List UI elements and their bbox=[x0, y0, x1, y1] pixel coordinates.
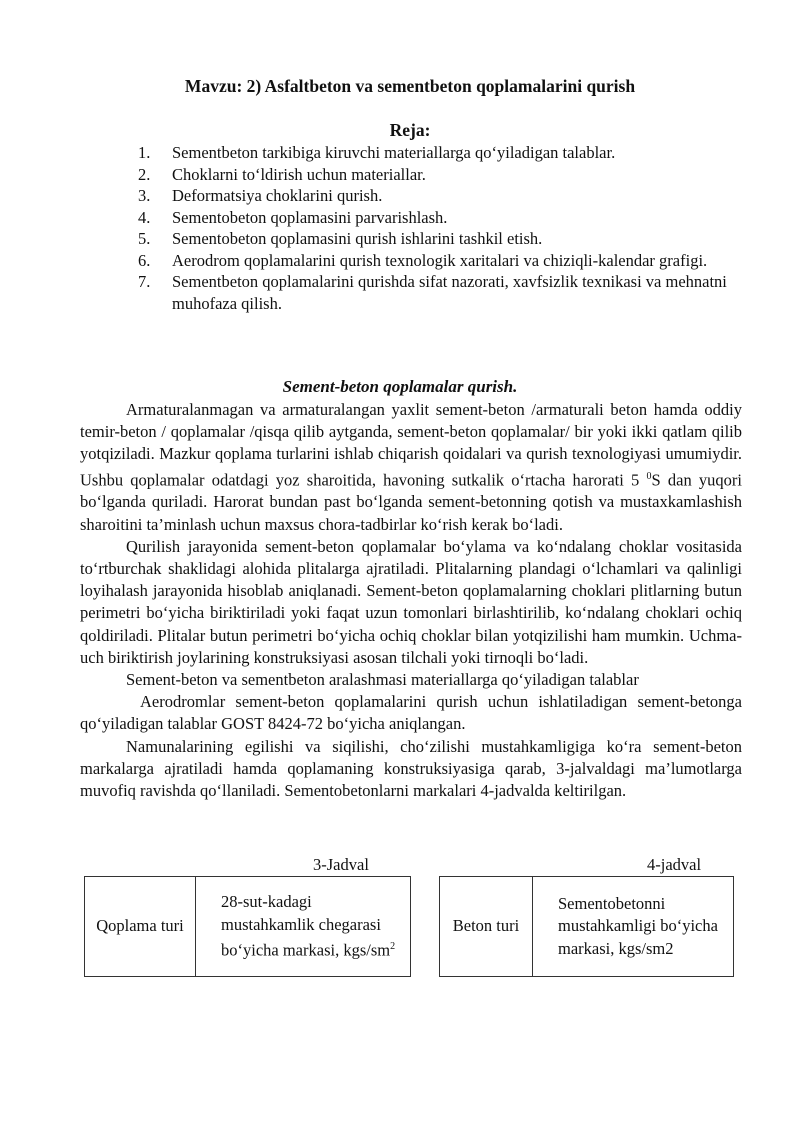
plan-item bbox=[138, 228, 738, 250]
plan-item bbox=[138, 271, 738, 314]
paragraph: Aerodromlar sement-beton qoplamalarini qurish uchun ishlatiladigan sement-betonga qo‘yiladigan talablar GOST 8424-72 bo‘yicha aniqlangan. bbox=[80, 692, 742, 734]
plan-heading: Reja: bbox=[389, 120, 431, 140]
plan-item-text: Sementobeton qoplamasini parvarishlash. bbox=[172, 207, 448, 227]
plan-item-number: 6. bbox=[138, 250, 151, 270]
plan-item-number: 3. bbox=[138, 186, 151, 205]
plan-item-text: Sementobeton qoplamasini qurish ishlarini tashkil etish. bbox=[172, 229, 543, 248]
plan-item-number: 1. bbox=[138, 143, 151, 162]
paragraph: Namunalarining egilishi va siqilishi, cho‘zilishi mustahkamligiga ko‘ra sement-beton markalarga ajratiladi hamda qoplamaning konstruksiyasiga qarab, 3-jalvaldagi ma’lumotlarga muvofiq ravishda qo‘llaniladi. Sementobetonlarni markalari 4-jadvalda keltirilgan. bbox=[80, 736, 742, 800]
body-text bbox=[80, 399, 742, 802]
table4-header-cell: Sementobetonni mustahkamligi bo‘yicha markasi, kgs/sm2 bbox=[533, 877, 734, 977]
table3-col2-label: 28-sut-kadagi mustahkamlik chegarasi bo‘yicha markasi, kgs/sm bbox=[221, 892, 391, 960]
table3-header-cell bbox=[196, 877, 411, 977]
table-row bbox=[85, 877, 411, 977]
degree-superscript: 0 bbox=[646, 470, 652, 482]
plan-list bbox=[138, 142, 738, 314]
plan-item-text: Aerodrom qoplamalarini qurish texnologik xaritalari va chiziqli-kalendar grafigi. bbox=[172, 250, 708, 270]
table3-header-cell bbox=[85, 877, 196, 977]
paragraph-text: S dan yuqori bo‘lganda quriladi. Harorat bundan past bo‘lganda sement-betonning qotish va mustaxkamlashish sharoitini ta’minlash uchun maxsus chora-tadbirlar ko‘rish kerak bo‘ladi. bbox=[80, 470, 742, 534]
table4-caption: 4-jadval bbox=[647, 855, 702, 874]
plan-item-number: 2. bbox=[138, 164, 151, 184]
unit-superscript: 2 bbox=[390, 941, 396, 952]
plan-item-text: Deformatsiya choklarini qurish. bbox=[172, 186, 383, 205]
table-row bbox=[440, 877, 734, 977]
plan-item bbox=[138, 142, 738, 164]
table4-header-cell: Beton turi bbox=[440, 877, 533, 977]
plan-item-number: 5. bbox=[138, 229, 151, 248]
plan-item-text: Sementbeton qoplamalarini qurishda sifat nazorati, xavfsizlik texnikasi va mehnatni muhofaza qilish. bbox=[172, 272, 727, 313]
plan-item-number: 7. bbox=[138, 272, 151, 291]
paragraph: Qurilish jarayonida sement-beton qoplamalar bo‘ylama va ko‘ndalang choklar vositasida to‘rtburchak shaklidagi alohida plitalarga ajratiladi. Plitalarning plandagi o‘lchamlari va qalinligi loyihalash jarayonida hisoblab aniqlanadi. Sement-beton qoplamalarning choklari plitlarning butun perimetri bo‘yicha biriktiriladi yoki faqat uzun tomonlari birlashtirilib, ko‘ndalang choklari ochiq qoldiriladi. Plitalar butun perimetri bo‘yicha ochiq choklar bilan yotqizilishi ham mumkin. Uchma-uch biriktirish joylarining konstruksiyasi asosan tilchali yoki tirnoqli bo‘ladi. bbox=[80, 536, 742, 667]
document-title: Mavzu: 2) Asfaltbeton va sementbeton qoplamalarini qurish bbox=[184, 76, 636, 96]
paragraph: Sement-beton va sementbeton aralashmasi materiallarga qo‘yiladigan talablar bbox=[126, 669, 639, 689]
paragraph bbox=[80, 399, 742, 536]
plan-item bbox=[138, 164, 738, 186]
section-subtitle: Sement-beton qoplamalar qurish. bbox=[282, 377, 518, 396]
table3-caption: 3-Jadval bbox=[313, 855, 369, 874]
table-4 bbox=[439, 876, 734, 977]
plan-item-number: 4. bbox=[138, 207, 151, 227]
plan-item-text: Sementbeton tarkibiga kiruvchi materiallarga qo‘yiladigan talablar. bbox=[172, 143, 616, 162]
plan-item bbox=[138, 207, 738, 229]
paragraph-text: Armaturalanmagan va armaturalangan yaxlit sement-beton /armaturali beton hamda oddiy temir-beton / qoplamalar /qisqa qilib aytganda, sement-beton qoplamalar/ bir yoki ikki qatlam qilib yotqiziladi. Mazkur qoplama turlarini ishlab chiqarish qoidalari va qurish texnologiyasi umumiydir. Ushbu qoplamalar odatdagi yoz sharoitida, havoning sutkalik o‘rtacha harorati 5 bbox=[80, 400, 742, 490]
plan-item bbox=[138, 250, 738, 272]
table3-col1-label: Qoplama turi bbox=[96, 916, 184, 936]
plan-item bbox=[138, 185, 738, 207]
table-3 bbox=[84, 876, 411, 977]
plan-item-text: Choklarni to‘ldirish uchun materiallar. bbox=[172, 164, 426, 184]
